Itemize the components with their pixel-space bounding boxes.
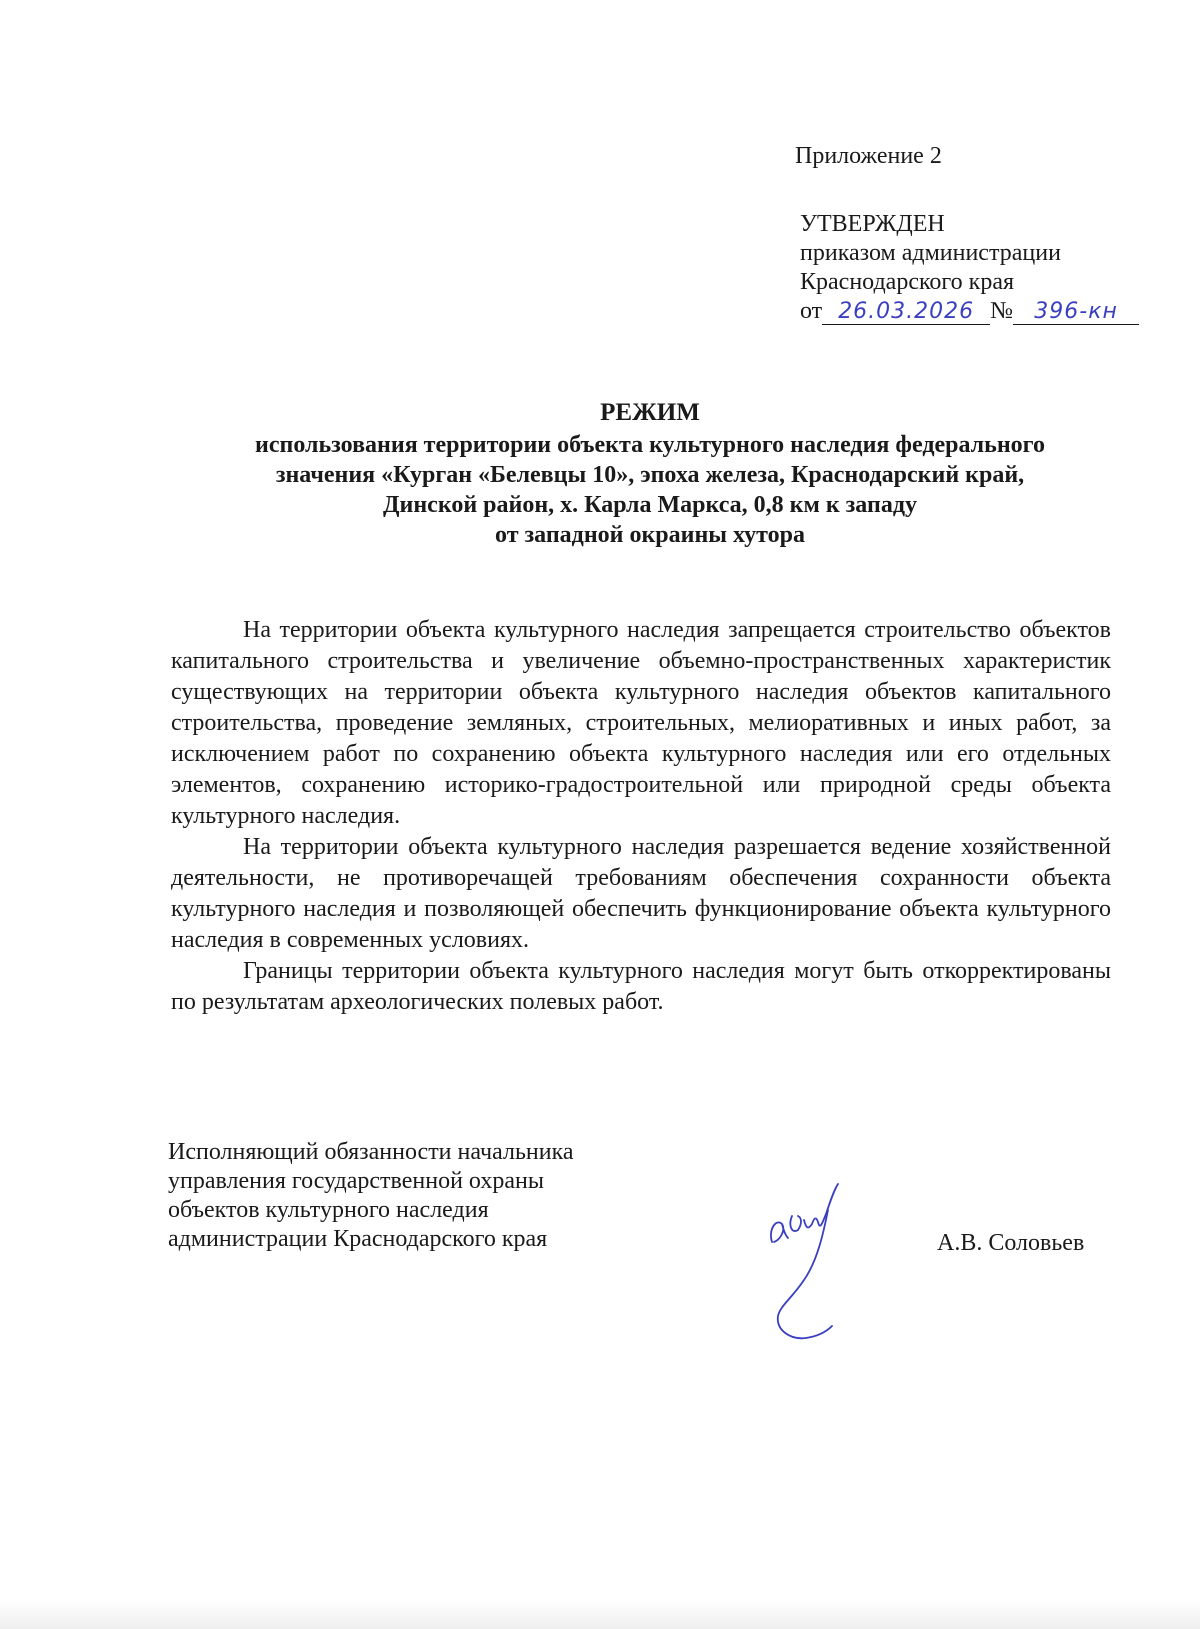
- title-line: от западной окраины хутора: [495, 522, 805, 548]
- document-title: [100, 398, 1200, 550]
- title-line: использования территории объекта культурного наследия федерального: [255, 432, 1045, 458]
- document-body: [171, 615, 1111, 1018]
- approval-line-1: приказом администрации: [800, 240, 1061, 266]
- title-main: РЕЖИМ: [600, 399, 700, 426]
- signatory-name: А.В. Соловьев: [937, 1230, 1085, 1256]
- approval-block: [800, 210, 1139, 326]
- handwritten-date: 26.03.2026: [838, 299, 975, 324]
- number-label: №: [990, 298, 1014, 324]
- position-line: объектов культурного наследия: [168, 1197, 489, 1223]
- order-reference: [800, 297, 1139, 326]
- date-field: [822, 299, 990, 325]
- handwritten-number: 396-кн: [1034, 299, 1118, 324]
- appendix-label: Приложение 2: [795, 143, 942, 169]
- position-line: Исполняющий обязанности начальника: [168, 1139, 574, 1165]
- paragraph-prohibitions: На территории объекта культурного наследия запрещается строительство объектов капитального строительства и увеличение объемно-пространственных характеристик существующих на территории объекта культурного наследия объектов капитального строительства, проведение земляных, строительных, мелиоративных и иных работ, за исключением работ по сохранению объекта культурного наследия или его отдельных элементов, сохранению историко-градостроительной или природной среды объекта культурного наследия.: [171, 617, 1111, 829]
- number-field: [1013, 299, 1139, 325]
- scan-edge-shadow: [0, 1600, 1200, 1629]
- title-line: значения «Курган «Белевцы 10», эпоха железа, Краснодарский край,: [275, 462, 1025, 488]
- position-line: управления государственной охраны: [168, 1168, 544, 1194]
- from-label: от: [800, 298, 823, 324]
- paragraph-permissions: На территории объекта культурного наследия разрешается ведение хозяйственной деятельности, не противоречащей требованиям обеспечения сохранности объекта культурного наследия и позволяющей обеспечить функционирование объекта культурного наследия в современных условиях.: [171, 834, 1111, 953]
- approval-status: УТВЕРЖДЕН: [800, 211, 945, 237]
- paragraph-boundaries: Границы территории объекта культурного наследия могут быть откорректированы по результатам археологических полевых работ.: [171, 958, 1111, 1015]
- handwritten-signature-icon: [758, 1180, 868, 1345]
- title-line: Динской район, х. Карла Маркса, 0,8 км к западу: [383, 492, 917, 518]
- position-line: администрации Краснодарского края: [168, 1226, 548, 1252]
- signatory-position: [168, 1138, 574, 1254]
- approval-line-2: Краснодарского края: [800, 269, 1015, 295]
